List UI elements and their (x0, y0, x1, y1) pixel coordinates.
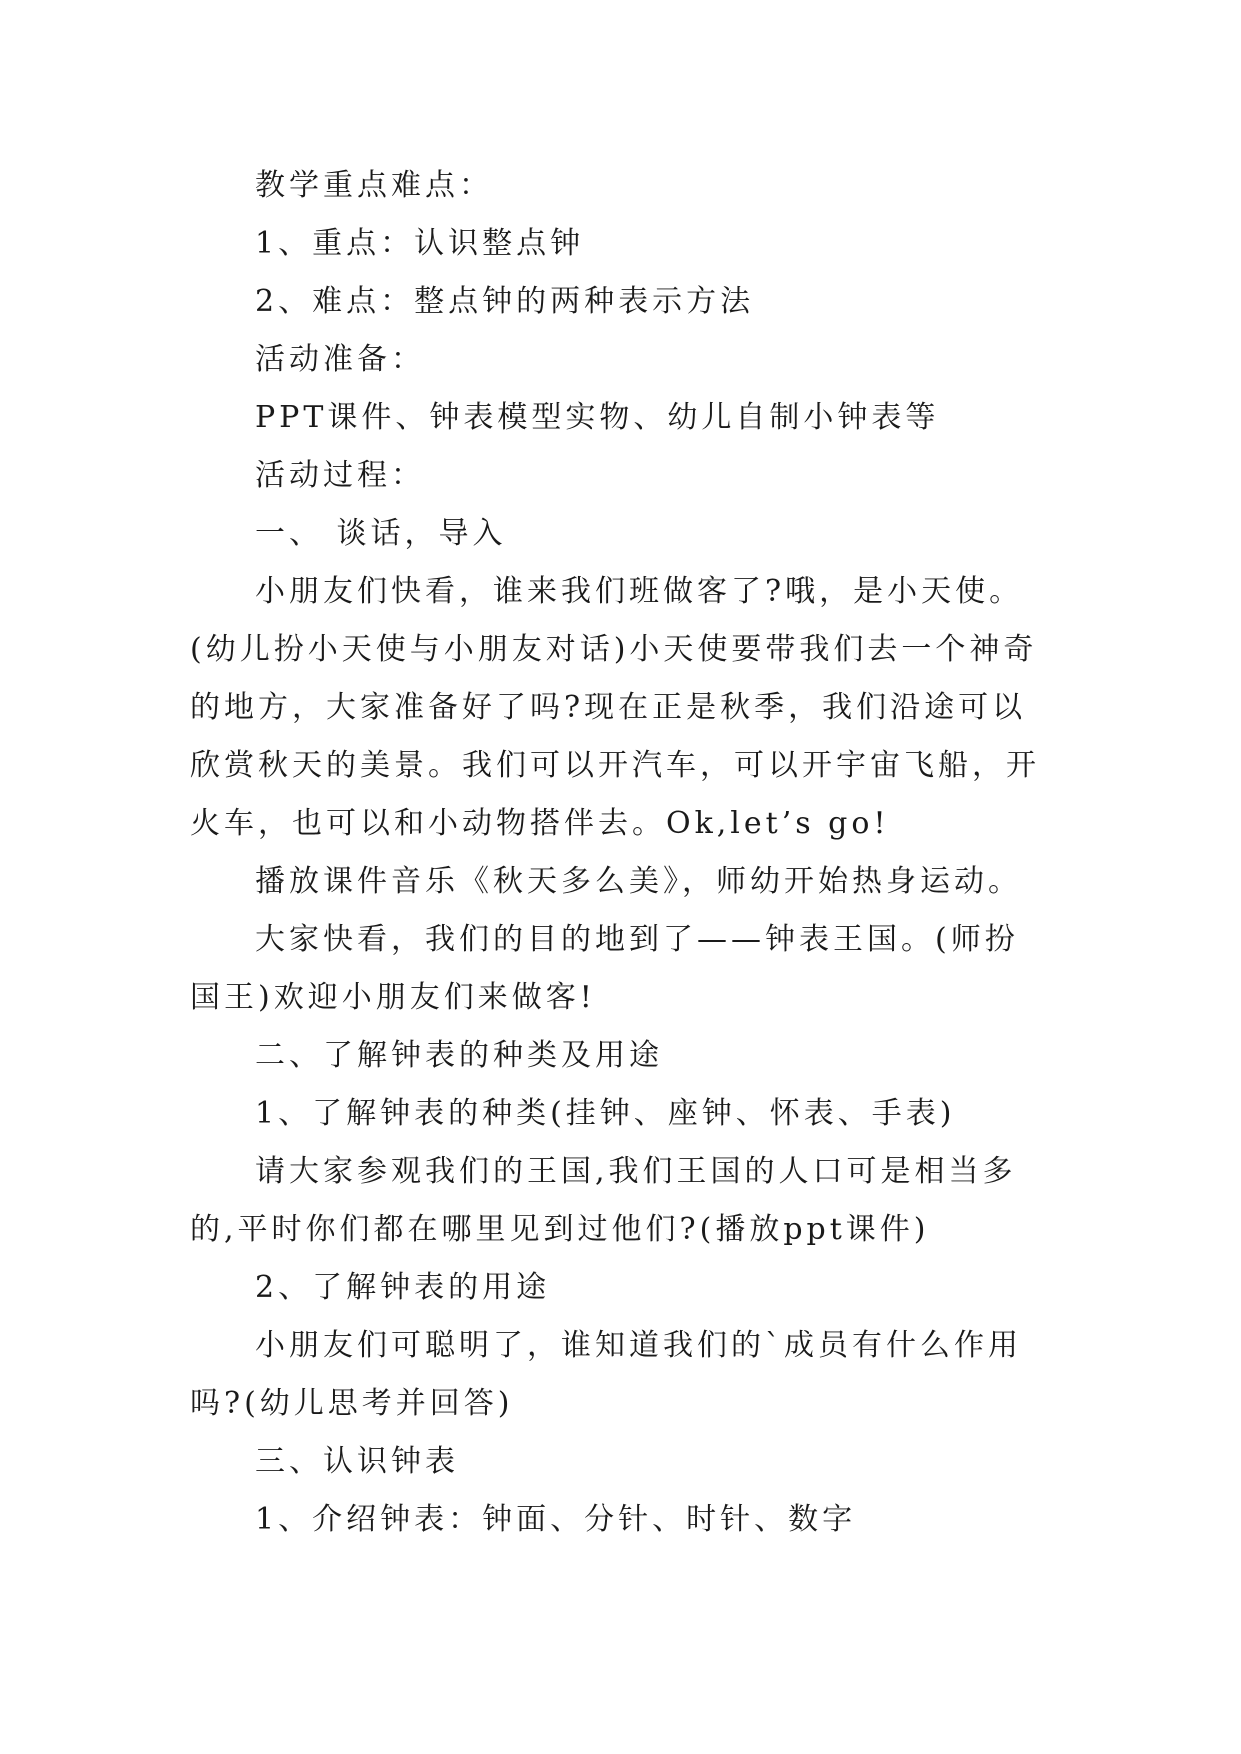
paragraph-section-two: 二、了解钟表的种类及用途 (255, 1038, 663, 1073)
paragraph-music: 播放课件音乐《秋天多么美》，师幼开始热身运动。 (255, 864, 1022, 899)
paragraph-intro-story: 小朋友们快看，谁来我们班做客了?哦，是小天使。(幼儿扮小天使与小朋友对话)小天使要带我们去一个神奇的地方，大家准备好了吗?现在正是秋季，我们沿途可以欣赏秋天的美景。我们可以开汽车，可以开宇宙飞船，开火车，也可以和小动物搭伴去。Ok,let’s go! (190, 574, 1040, 841)
paragraph-clock-parts: 1、介绍钟表：钟面、分针、时针、数字 (255, 1502, 857, 1537)
paragraph-key-point: 1、重点：认识整点钟 (255, 226, 585, 261)
paragraph-heading-process: 活动过程： (255, 458, 425, 493)
paragraph-visit-kingdom: 请大家参观我们的王国,我们王国的人口可是相当多的,平时你们都在哪里见到过他们?(播放ppt课件) (190, 1154, 1017, 1247)
paragraph-question: 小朋友们可聪明了，谁知道我们的`成员有什么作用吗?(幼儿思考并回答) (190, 1328, 1022, 1421)
paragraph-destination: 大家快看，我们的目的地到了——钟表王国。(师扮国王)欢迎小朋友们来做客! (190, 922, 1019, 1015)
paragraph-clock-types: 1、了解钟表的种类(挂钟、座钟、怀表、手表) (255, 1096, 956, 1131)
paragraph-difficulty: 2、难点：整点钟的两种表示方法 (255, 284, 755, 319)
paragraph-section-one: 一、 谈话，导入 (255, 516, 507, 551)
paragraph-materials: PPT课件、钟表模型实物、幼儿自制小钟表等 (255, 400, 940, 435)
paragraph-section-three: 三、认识钟表 (255, 1444, 459, 1479)
document-body (190, 157, 1050, 1549)
paragraph-heading-key-points: 教学重点难点： (255, 168, 493, 203)
paragraph-heading-preparation: 活动准备： (255, 342, 425, 377)
paragraph-clock-uses: 2、了解钟表的用途 (255, 1270, 551, 1305)
